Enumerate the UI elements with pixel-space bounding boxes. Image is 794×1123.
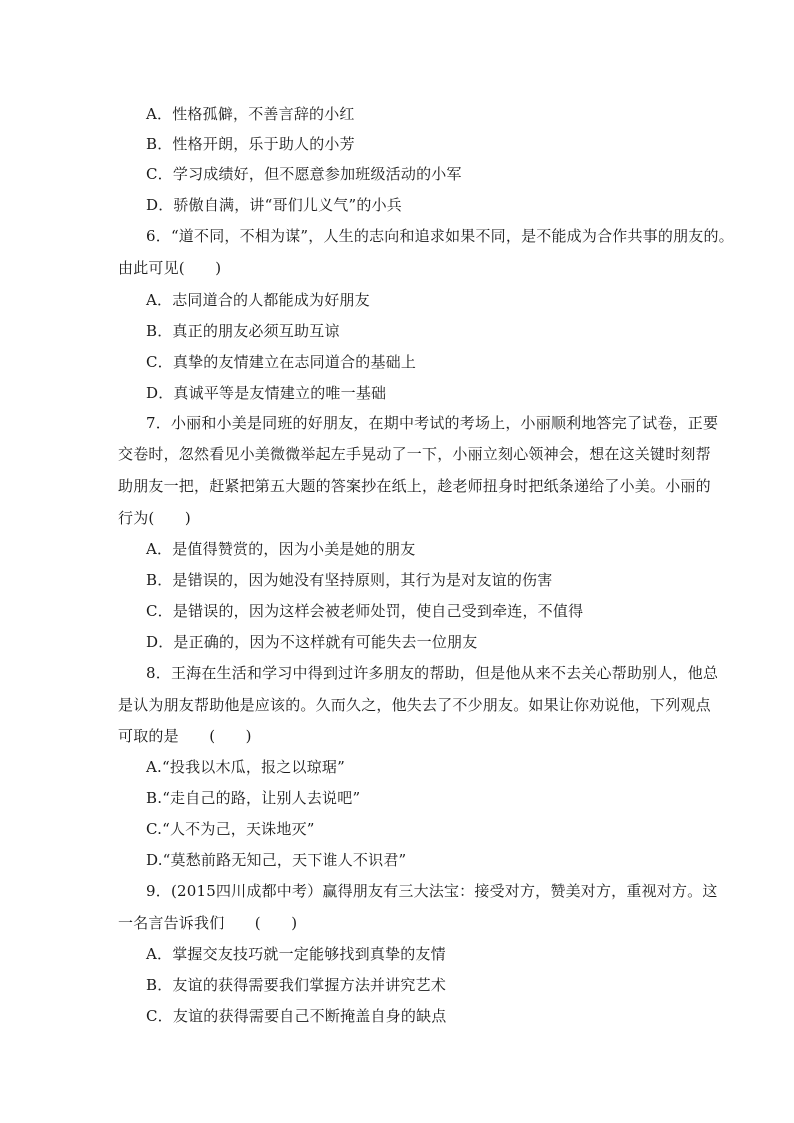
q6-stem-line-1: 6．“道不同，不相为谋”，人生的志向和追求如果不同，是不能成为合作共事的朋友的。 <box>146 227 734 245</box>
q8-option-c: C.“人不为己，天诛地灭” <box>146 820 315 838</box>
q5-option-a: A．性格孤僻，不善言辞的小红 <box>146 105 355 123</box>
q7-option-d: D．是正确的，因为不这样就有可能失去一位朋友 <box>146 633 478 651</box>
q8-stem-line-1: 8．王海在生活和学习中得到过许多朋友的帮助，但是他从来不去关心帮助别人，他总 <box>146 664 719 682</box>
q7-option-c: C．是错误的，因为这样会被老师处罚，使自己受到牵连，不值得 <box>146 602 584 620</box>
q6-stem-line-2: 由此可见( ) <box>118 259 222 277</box>
q7-stem-line-2: 交卷时，忽然看见小美微微举起左手晃动了一下，小丽立刻心领神会，想在这关键时刻帮 <box>118 445 711 463</box>
q6-option-b: B．真正的朋友必须互助互谅 <box>146 322 340 340</box>
q8-stem-line-3: 可取的是 ( ) <box>118 727 252 745</box>
q5-option-b: B．性格开朗，乐于助人的小芳 <box>146 135 355 153</box>
q6-option-a: A．志同道合的人都能成为好朋友 <box>146 291 370 309</box>
q8-stem-line-2: 是认为朋友帮助他是应该的。久而久之，他失去了不少朋友。如果让你劝说他，下列观点 <box>118 696 711 714</box>
q6-option-d: D．真诚平等是友情建立的唯一基础 <box>146 384 387 402</box>
q9-option-c: C．友谊的获得需要自己不断掩盖自身的缺点 <box>146 1007 447 1025</box>
q9-stem-line-1: 9．(2015四川成都中考）赢得朋友有三大法宝：接受对方，赞美对方，重视对方。这 <box>146 882 718 900</box>
q6-option-c: C．真挚的友情建立在志同道合的基础上 <box>146 353 417 371</box>
q7-option-b: B．是错误的，因为她没有坚持原则，其行为是对友谊的伤害 <box>146 571 553 589</box>
q7-option-a: A．是值得赞赏的，因为小美是她的朋友 <box>146 540 416 558</box>
q8-option-b: B.“走自己的路，让别人去说吧” <box>146 789 361 807</box>
q8-option-a: A.“投我以木瓜，报之以琼琚” <box>146 758 345 776</box>
q7-stem-line-4: 行为( ) <box>118 509 191 527</box>
q5-option-d: D．骄傲自满，讲“哥们儿义气”的小兵 <box>146 196 402 214</box>
q5-option-c: C．学习成绩好，但不愿意参加班级活动的小军 <box>146 165 462 183</box>
q9-stem-line-2: 一名言告诉我们 ( ) <box>118 914 298 932</box>
q9-option-a: A．掌握交友技巧就一定能够找到真挚的友情 <box>146 945 446 963</box>
q9-option-b: B．友谊的获得需要我们掌握方法并讲究艺术 <box>146 976 447 994</box>
q8-option-d: D.“莫愁前路无知己，天下谁人不识君” <box>146 851 407 869</box>
q7-stem-line-3: 助朋友一把，赶紧把第五大题的答案抄在纸上，趁老师扭身时把纸条递给了小美。小丽的 <box>118 477 711 495</box>
q7-stem-line-1: 7．小丽和小美是同班的好朋友，在期中考试的考场上，小丽顺利地答完了试卷，正要 <box>146 414 719 432</box>
